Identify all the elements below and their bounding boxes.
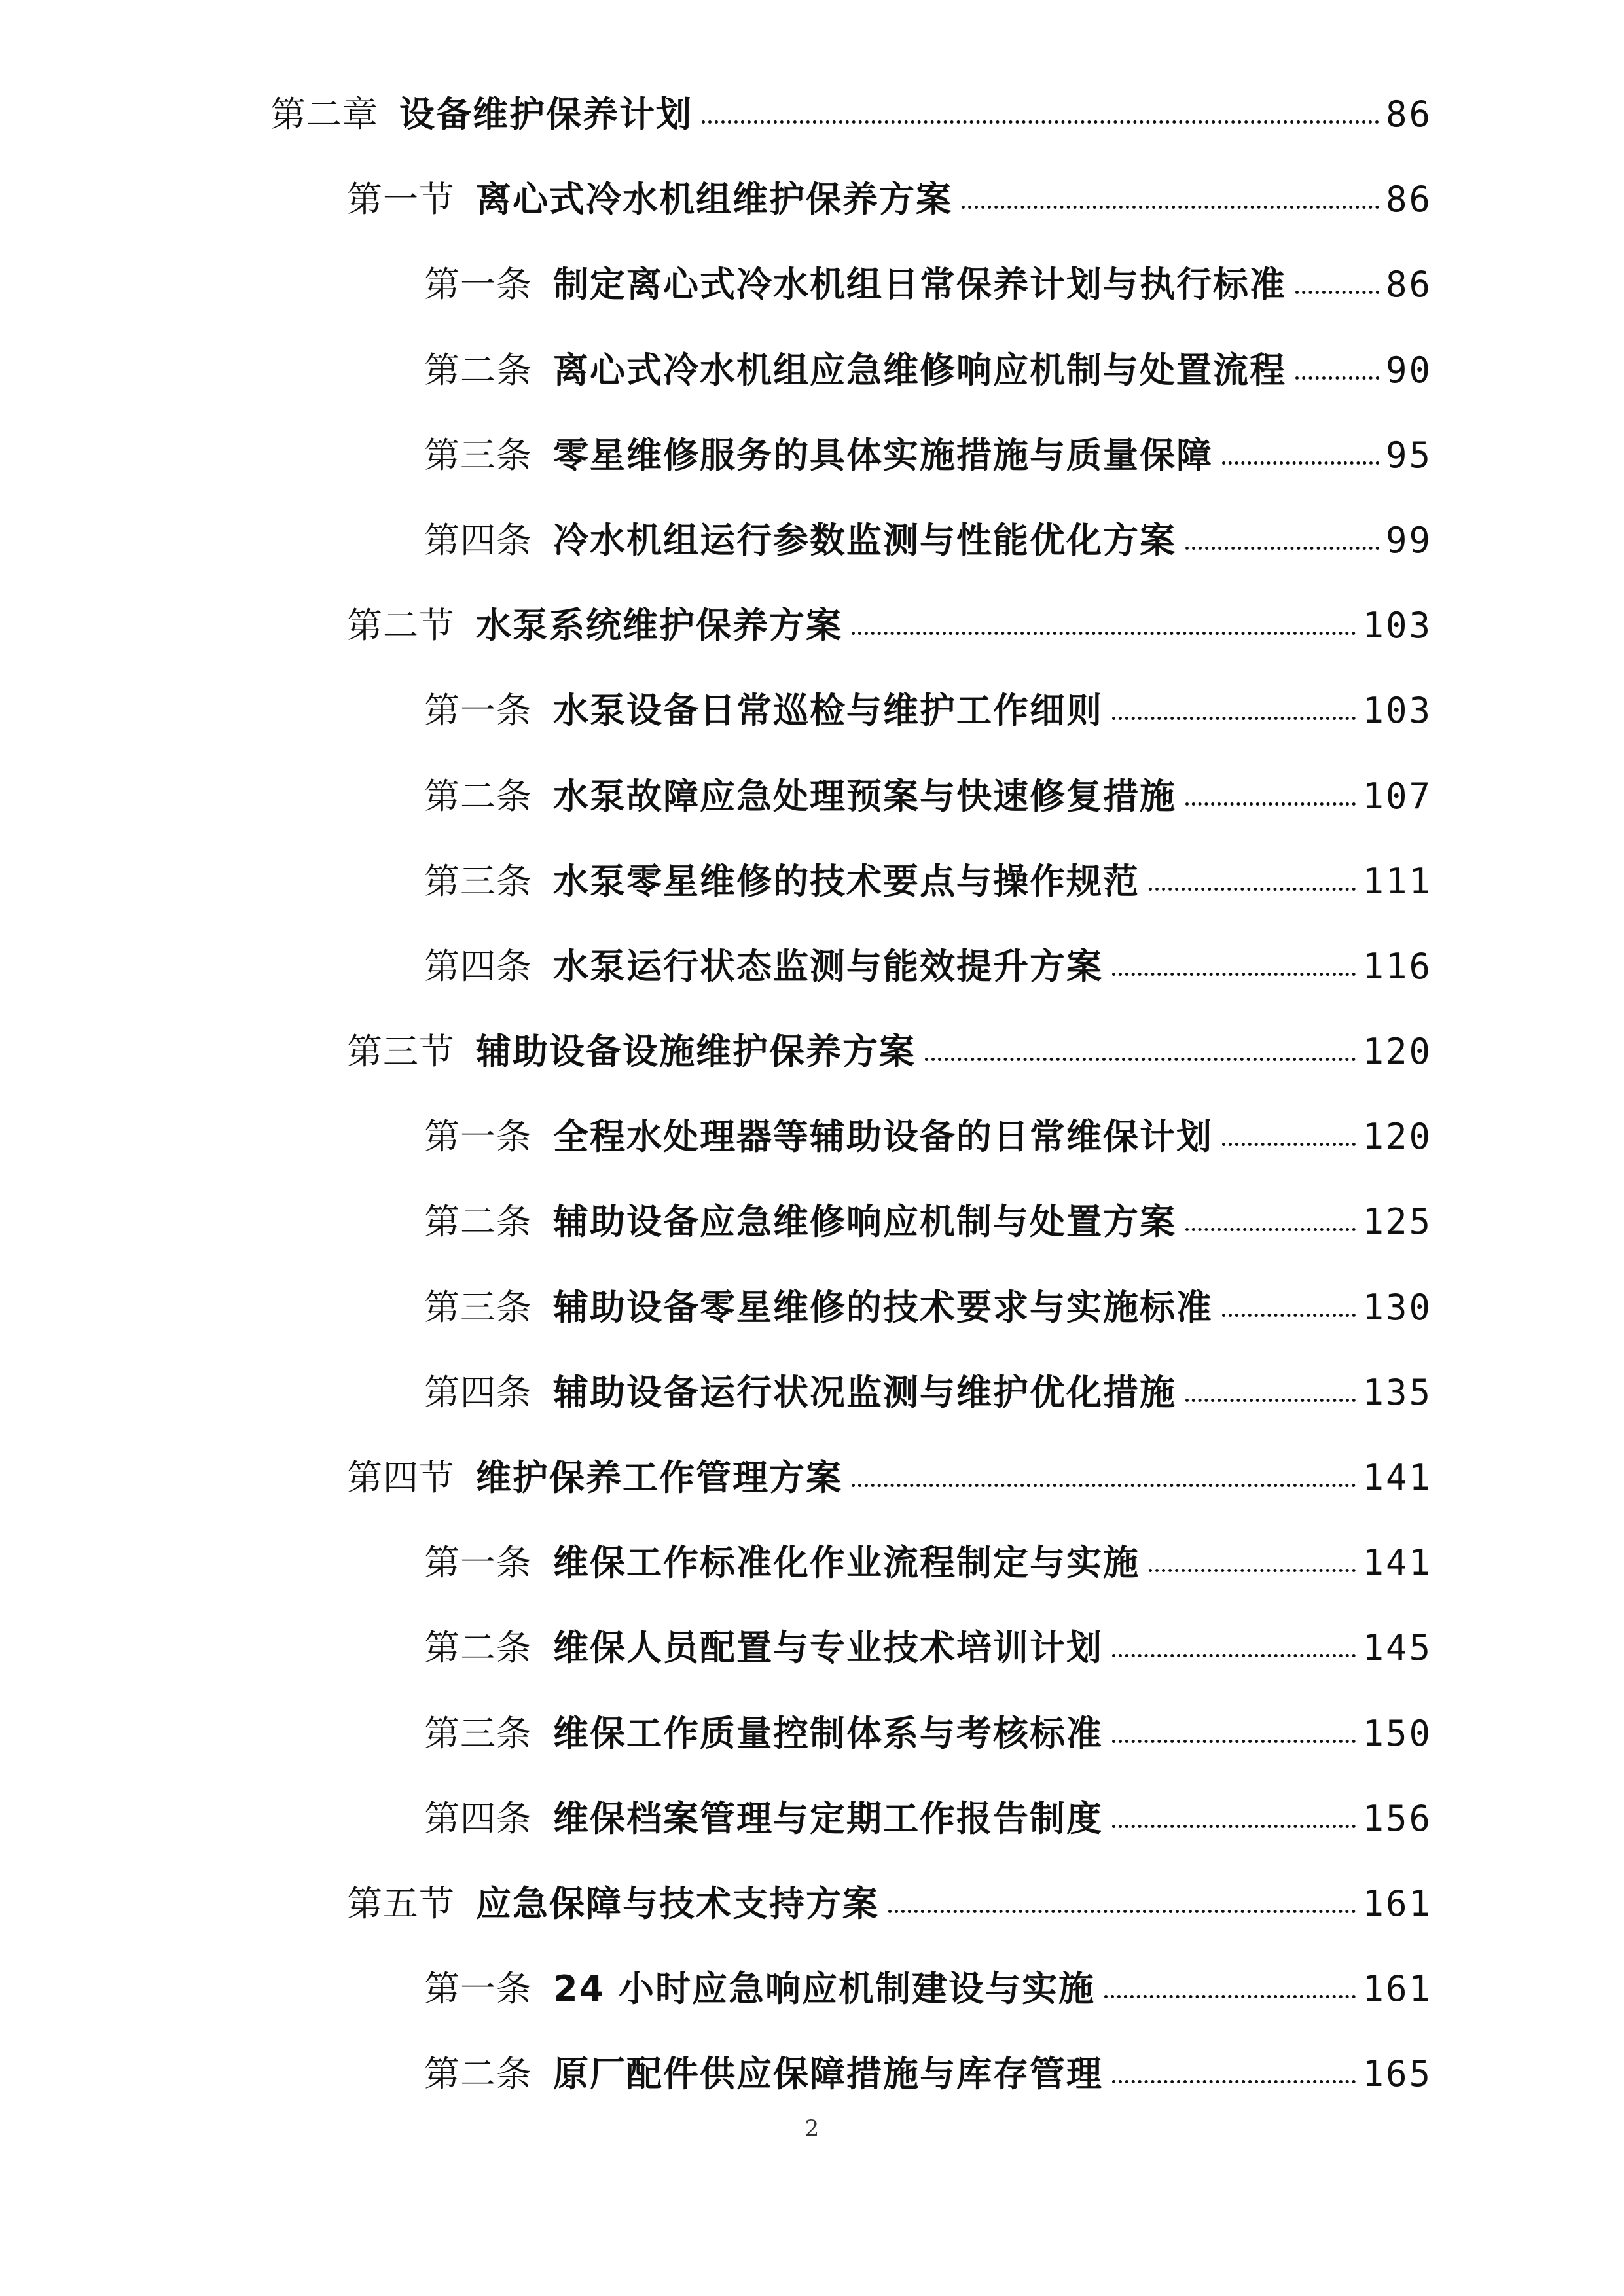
toc-entry-page-number: 86 xyxy=(1385,264,1432,306)
toc-entry-page-number: 125 xyxy=(1362,1201,1432,1243)
toc-article-entry[interactable] xyxy=(0,668,1624,753)
toc-entry-page-number: 111 xyxy=(1362,860,1432,902)
dot-leader xyxy=(702,120,1379,124)
toc-entry-page-number: 135 xyxy=(1362,1371,1432,1413)
toc-entry-number: 第四条 xyxy=(424,519,532,561)
toc-article-entry[interactable] xyxy=(0,1265,1624,1350)
dot-leader xyxy=(1185,1228,1356,1231)
toc-entry-title: 维护保养工作管理方案 xyxy=(476,1457,842,1498)
toc-entry-title: 离心式冷水机组应急维修响应机制与处置流程 xyxy=(553,349,1286,391)
toc-entry-number: 第一条 xyxy=(424,1116,532,1158)
toc-entry-number: 第五节 xyxy=(347,1882,455,1924)
toc-entry-title: 离心式冷水机组维护保养方案 xyxy=(476,179,952,221)
toc-entry-page-number: 141 xyxy=(1362,1457,1432,1498)
dot-leader xyxy=(1222,1143,1356,1146)
dot-leader xyxy=(1112,717,1356,720)
toc-article-entry[interactable] xyxy=(0,328,1624,413)
toc-entry-title: 零星维修服务的具体实施措施与质量保障 xyxy=(553,434,1213,476)
toc-article-entry[interactable] xyxy=(0,1605,1624,1691)
dot-leader xyxy=(852,1484,1356,1487)
dot-leader xyxy=(1112,1825,1356,1828)
toc-entry-page-number: 86 xyxy=(1385,94,1432,135)
toc-entry-page-number: 95 xyxy=(1385,434,1432,476)
toc-entry-page-number: 90 xyxy=(1385,349,1432,391)
toc-entry-title: 维保工作质量控制体系与考核标准 xyxy=(553,1712,1103,1754)
dot-leader xyxy=(1295,291,1379,294)
dot-leader xyxy=(1222,1314,1356,1317)
toc-entry-number: 第一条 xyxy=(424,690,532,732)
toc-entry-page-number: 103 xyxy=(1362,690,1432,732)
toc-article-entry[interactable] xyxy=(0,1946,1624,2032)
toc-article-entry[interactable] xyxy=(0,242,1624,327)
toc-entry-page-number: 161 xyxy=(1362,1968,1432,2010)
dot-leader xyxy=(1149,1569,1356,1572)
dot-leader xyxy=(1104,1995,1356,1998)
toc-entry-title: 维保档案管理与定期工作报告制度 xyxy=(553,1797,1103,1839)
toc-entry-number: 第二条 xyxy=(424,2053,532,2095)
dot-leader xyxy=(888,1910,1356,1913)
toc-entry-page-number: 130 xyxy=(1362,1286,1432,1328)
toc-entry-title: 原厂配件供应保障措施与库存管理 xyxy=(553,2053,1103,2095)
page-number: 2 xyxy=(804,2115,820,2142)
toc-entry-page-number: 141 xyxy=(1362,1542,1432,1584)
dot-leader xyxy=(1112,973,1356,976)
toc-entry-title: 应急保障与技术支持方案 xyxy=(476,1882,879,1924)
dot-leader xyxy=(1112,1740,1356,1743)
toc-entry-page-number: 156 xyxy=(1362,1797,1432,1839)
toc-entry-title: 维保人员配置与专业技术培训计划 xyxy=(553,1627,1103,1669)
toc-entry-number: 第一条 xyxy=(424,1968,532,2010)
dot-leader xyxy=(852,632,1356,635)
toc-entry-page-number: 161 xyxy=(1362,1882,1432,1924)
toc-entry-title: 水泵故障应急处理预案与快速修复措施 xyxy=(553,775,1176,817)
toc-entry-number: 第四条 xyxy=(424,1797,532,1839)
toc-section-entry[interactable] xyxy=(0,1861,1624,1946)
toc-chapter-entry[interactable] xyxy=(0,72,1624,157)
toc-entry-number: 第二条 xyxy=(424,1201,532,1243)
toc-entry-page-number: 86 xyxy=(1385,179,1432,221)
dot-leader xyxy=(1185,547,1379,550)
toc-section-entry[interactable] xyxy=(0,1009,1624,1094)
toc-entry-page-number: 107 xyxy=(1362,775,1432,817)
toc-article-entry[interactable] xyxy=(0,413,1624,498)
toc-entry-number: 第一条 xyxy=(424,264,532,306)
toc-entry-title: 全程水处理器等辅助设备的日常维保计划 xyxy=(553,1116,1213,1158)
toc-entry-number: 第二条 xyxy=(424,1627,532,1669)
toc-entry-title: 水泵设备日常巡检与维护工作细则 xyxy=(553,690,1103,732)
toc-article-entry[interactable] xyxy=(0,1094,1624,1179)
dot-leader xyxy=(1112,1654,1356,1657)
toc-entry-number: 第三条 xyxy=(424,1286,532,1328)
toc-article-entry[interactable] xyxy=(0,1350,1624,1435)
toc-entry-number: 第四条 xyxy=(424,945,532,987)
table-of-contents xyxy=(0,72,1624,2117)
toc-entry-number: 第三条 xyxy=(424,434,532,476)
toc-entry-page-number: 116 xyxy=(1362,945,1432,987)
dot-leader xyxy=(1185,1399,1356,1402)
toc-entry-page-number: 120 xyxy=(1362,1031,1432,1073)
dot-leader xyxy=(1295,376,1379,380)
toc-entry-number: 第四节 xyxy=(347,1457,455,1498)
toc-entry-title: 维保工作标准化作业流程制定与实施 xyxy=(553,1542,1140,1584)
toc-entry-title: 水泵运行状态监测与能效提升方案 xyxy=(553,945,1103,987)
toc-article-entry[interactable] xyxy=(0,754,1624,839)
toc-article-entry[interactable] xyxy=(0,1179,1624,1265)
toc-entry-number: 第一条 xyxy=(424,1542,532,1584)
toc-article-entry[interactable] xyxy=(0,839,1624,924)
toc-entry-title: 辅助设备零星维修的技术要求与实施标准 xyxy=(553,1286,1213,1328)
toc-entry-title: 辅助设备运行状况监测与维护优化措施 xyxy=(553,1371,1176,1413)
toc-article-entry[interactable] xyxy=(0,1776,1624,1861)
toc-article-entry[interactable] xyxy=(0,1691,1624,1776)
toc-entry-title: 辅助设备设施维护保养方案 xyxy=(476,1031,916,1073)
toc-entry-number: 第二章 xyxy=(270,94,378,135)
toc-entry-page-number: 165 xyxy=(1362,2053,1432,2095)
toc-section-entry[interactable] xyxy=(0,1435,1624,1520)
toc-entry-title: 辅助设备应急维修响应机制与处置方案 xyxy=(553,1201,1176,1243)
toc-section-entry[interactable] xyxy=(0,583,1624,668)
toc-article-entry[interactable] xyxy=(0,1520,1624,1605)
toc-article-entry[interactable] xyxy=(0,924,1624,1009)
toc-article-entry[interactable] xyxy=(0,498,1624,583)
toc-entry-number: 第二条 xyxy=(424,349,532,391)
toc-entry-number: 第三条 xyxy=(424,1712,532,1754)
dot-leader xyxy=(962,206,1379,209)
toc-entry-title: 制定离心式冷水机组日常保养计划与执行标准 xyxy=(553,264,1286,306)
dot-leader xyxy=(1149,888,1356,891)
toc-entry-number: 第二节 xyxy=(347,605,455,647)
toc-entry-page-number: 145 xyxy=(1362,1627,1432,1669)
toc-entry-number: 第二条 xyxy=(424,775,532,817)
dot-leader xyxy=(1222,461,1379,465)
toc-entry-title: 水泵零星维修的技术要点与操作规范 xyxy=(553,860,1140,902)
toc-section-entry[interactable] xyxy=(0,157,1624,242)
dot-leader xyxy=(1185,802,1356,806)
toc-entry-title: 设备维护保养计划 xyxy=(399,94,693,135)
toc-entry-page-number: 150 xyxy=(1362,1712,1432,1754)
toc-entry-number: 第一节 xyxy=(347,179,455,221)
toc-entry-number: 第三条 xyxy=(424,860,532,902)
toc-entry-number: 第三节 xyxy=(347,1031,455,1073)
toc-entry-title: 24 小时应急响应机制建设与实施 xyxy=(553,1968,1095,2010)
toc-entry-page-number: 120 xyxy=(1362,1116,1432,1158)
toc-entry-title: 水泵系统维护保养方案 xyxy=(476,605,842,647)
dot-leader xyxy=(925,1058,1356,1061)
dot-leader xyxy=(1112,2080,1356,2083)
toc-entry-title: 冷水机组运行参数监测与性能优化方案 xyxy=(553,519,1176,561)
toc-entry-page-number: 99 xyxy=(1385,519,1432,561)
toc-entry-number: 第四条 xyxy=(424,1371,532,1413)
toc-article-entry[interactable] xyxy=(0,2032,1624,2117)
toc-entry-page-number: 103 xyxy=(1362,605,1432,647)
